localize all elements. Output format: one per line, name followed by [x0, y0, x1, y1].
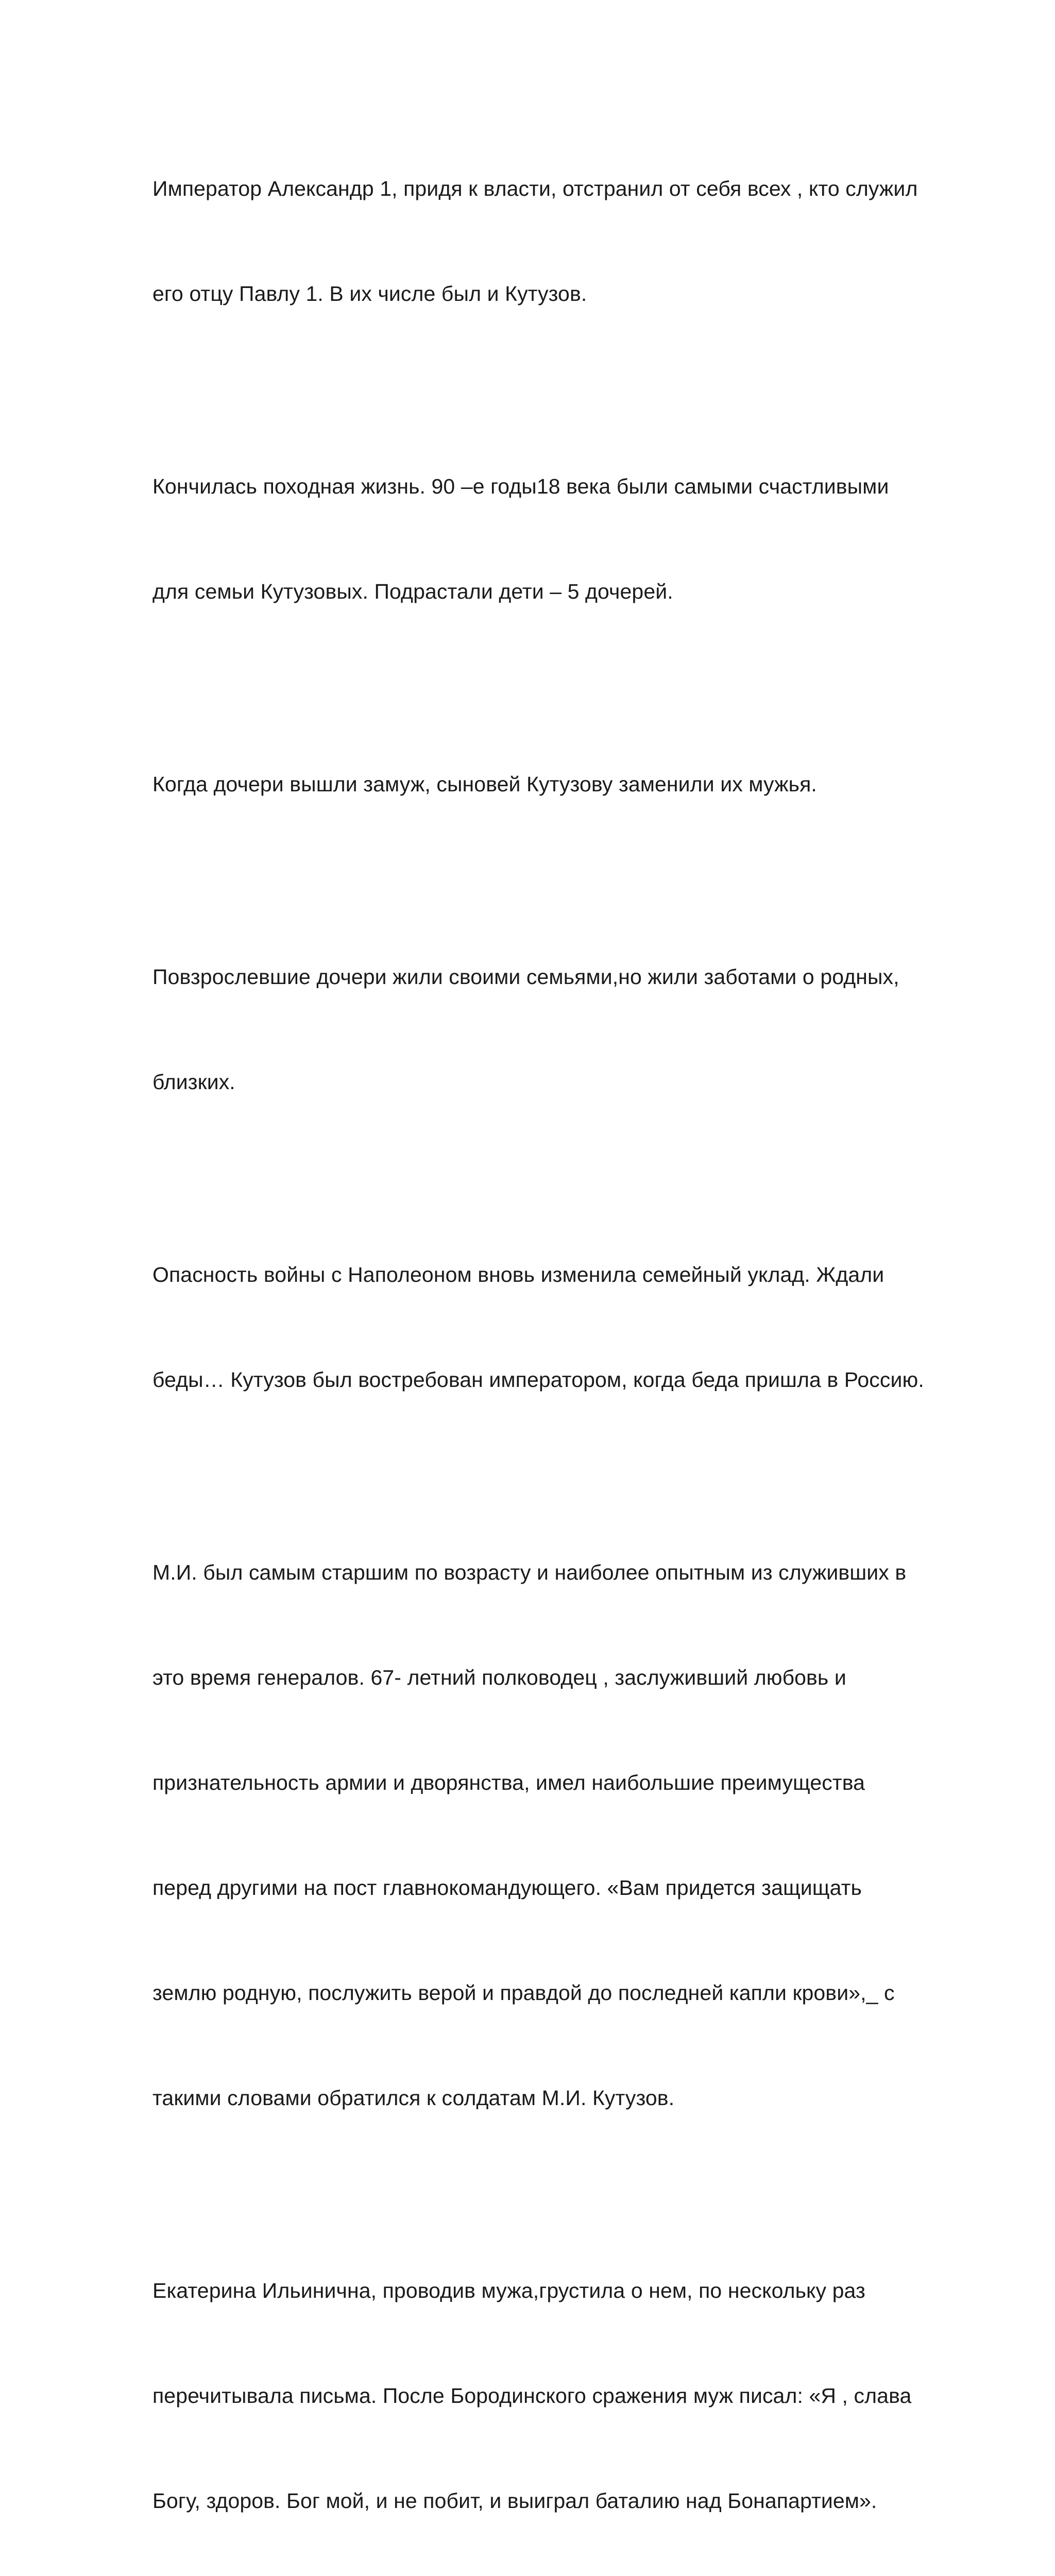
- text-line: для семьи Кутузовых. Подрастали дети – 5 дочерей.: [152, 580, 673, 603]
- text-line: Богу, здоров. Бог мой, и не побит, и выиграл баталию над Бонапартием».: [152, 2489, 877, 2513]
- text-line: М.И. был самым старшим по возрасту и наиболее опытным из служивших в: [152, 1561, 907, 1584]
- paragraph-4: [152, 889, 1002, 1170]
- paragraph-3: [152, 697, 1002, 872]
- text-line: Екатерина Ильинична, проводив мужа,грустила о нем, по нескольку раз: [152, 2279, 865, 2302]
- text-line: признательность армии и дворянства, имел наибольшие преимущества: [152, 1771, 865, 1794]
- paragraph-1: [152, 101, 1002, 381]
- text-line: перечитывала письма. После Бородинского сражения муж писал: «Я , слава: [152, 2384, 912, 2408]
- text-line: Когда дочери вышли замуж, сыновей Кутузову заменили их мужья.: [152, 772, 817, 796]
- text-line: Император Александр 1, придя к власти, отстранил от себя всех , кто служил: [152, 177, 918, 200]
- paragraph-6: [152, 1485, 1002, 2185]
- text-line: землю родную, послужить верой и правдой до последней капли крови»,_ с: [152, 1981, 895, 2005]
- text-line: Повзрослевшие дочери жили своими семьями,но жили заботами о родных,: [152, 965, 899, 989]
- paragraph-2: [152, 399, 1002, 679]
- text-line: такими словами обратился к солдатам М.И. Кутузов.: [152, 2086, 675, 2110]
- document-body: [152, 101, 1002, 2576]
- text-line: близких.: [152, 1070, 235, 1094]
- paragraph-7: [152, 2203, 1002, 2576]
- text-line: это время генералов. 67- летний полководец , заслуживший любовь и: [152, 1666, 846, 1689]
- text-line: Кончилась походная жизнь. 90 –е годы18 века были самыми счастливыми: [152, 474, 889, 498]
- paragraph-5: [152, 1187, 1002, 1467]
- text-line: перед другими на пост главнокомандующего. «Вам придется защищать: [152, 1876, 862, 1900]
- text-line: Опасность войны с Наполеоном вновь изменила семейный уклад. Ждали: [152, 1263, 884, 1286]
- text-line: беды… Кутузов был востребован императором, когда беда пришла в Россию.: [152, 1368, 924, 1392]
- text-line: его отцу Павлу 1. В их числе был и Кутузов.: [152, 282, 587, 306]
